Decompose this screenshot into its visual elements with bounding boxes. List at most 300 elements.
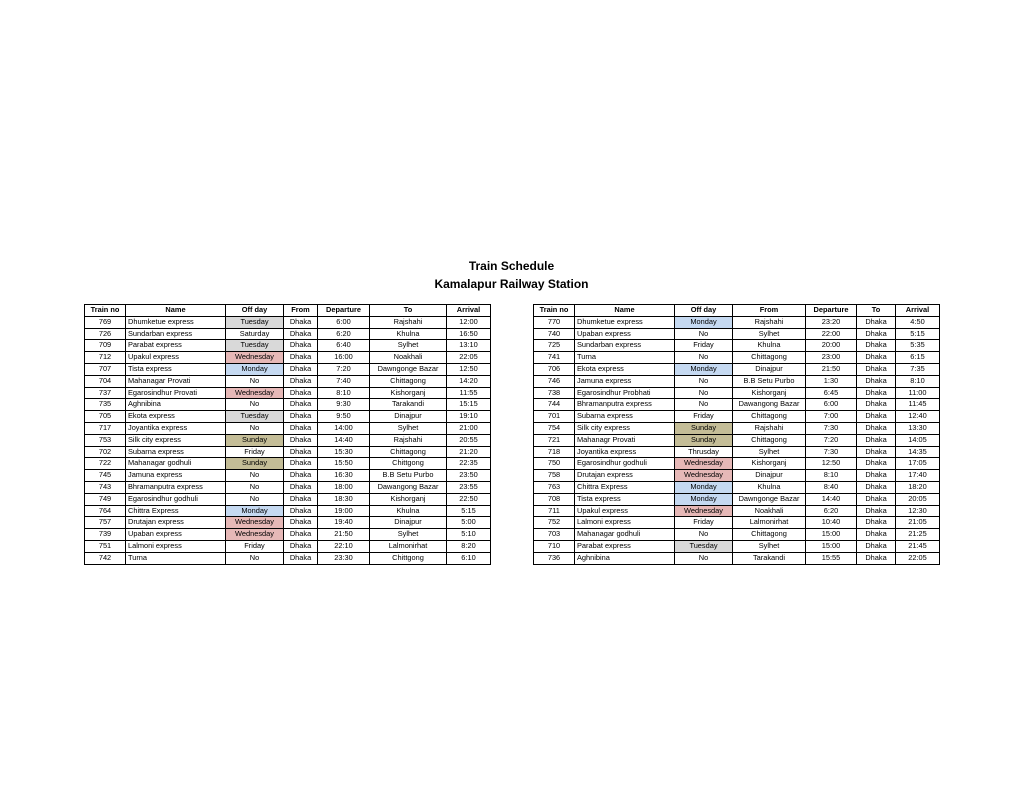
train-no-cell: 757: [85, 517, 126, 529]
page-subtitle: Kamalapur Railway Station: [434, 277, 589, 291]
off-day-cell: Friday: [675, 517, 733, 529]
name-cell: Joyantika express: [575, 446, 675, 458]
column-header-to: To: [857, 305, 896, 317]
arrival-cell: 22:05: [896, 552, 940, 564]
off-day-cell: Friday: [226, 540, 284, 552]
name-cell: Bhramanputra express: [126, 481, 226, 493]
from-cell: Khulna: [733, 481, 806, 493]
train-no-cell: 754: [534, 422, 575, 434]
name-cell: Silk city express: [126, 434, 226, 446]
from-cell: Dawngonge Bazar: [733, 493, 806, 505]
to-cell: Chittagong: [370, 446, 447, 458]
arrival-cell: 12:30: [896, 505, 940, 517]
from-cell: Lalmonirhat: [733, 517, 806, 529]
column-header-from: From: [733, 305, 806, 317]
to-cell: Kishorganj: [370, 493, 447, 505]
off-day-cell: Wednesday: [675, 458, 733, 470]
table-row: [85, 493, 491, 505]
table-row: [85, 458, 491, 470]
train-no-cell: 770: [534, 316, 575, 328]
column-header-arrival: Arrival: [447, 305, 491, 317]
to-cell: Dhaka: [857, 328, 896, 340]
off-day-cell: Friday: [226, 446, 284, 458]
to-cell: Dhaka: [857, 529, 896, 541]
departure-cell: 15:30: [318, 446, 370, 458]
off-day-cell: No: [226, 470, 284, 482]
off-day-cell: No: [226, 493, 284, 505]
departure-cell: 23:30: [318, 552, 370, 564]
arrival-cell: 13:10: [447, 340, 491, 352]
to-cell: Dhaka: [857, 375, 896, 387]
train-no-cell: 709: [85, 340, 126, 352]
arrival-cell: 5:10: [447, 529, 491, 541]
arrival-cell: 23:55: [447, 481, 491, 493]
off-day-cell: Sunday: [675, 434, 733, 446]
off-day-cell: No: [675, 552, 733, 564]
table-row: [534, 411, 940, 423]
off-day-cell: Wednesday: [226, 387, 284, 399]
name-cell: Dhumketue express: [575, 316, 675, 328]
from-cell: Dhaka: [284, 328, 318, 340]
from-cell: Dhaka: [284, 340, 318, 352]
to-cell: Dhaka: [857, 493, 896, 505]
arrival-cell: 21:00: [447, 422, 491, 434]
departure-cell: 10:40: [806, 517, 857, 529]
to-cell: Dhaka: [857, 505, 896, 517]
arrival-cell: 5:00: [447, 517, 491, 529]
from-cell: Dinajpur: [733, 470, 806, 482]
name-cell: Drutajan express: [126, 517, 226, 529]
to-cell: Dhaka: [857, 470, 896, 482]
table-row: [534, 352, 940, 364]
train-no-cell: 741: [534, 352, 575, 364]
to-cell: Dawangong Bazar: [370, 481, 447, 493]
off-day-cell: No: [226, 399, 284, 411]
to-cell: Lalmonirhat: [370, 540, 447, 552]
arrival-cell: 11:00: [896, 387, 940, 399]
departure-cell: 16:00: [318, 352, 370, 364]
to-cell: Dhaka: [857, 399, 896, 411]
off-day-cell: Tuesday: [226, 340, 284, 352]
table-row: [85, 552, 491, 564]
to-cell: Dhaka: [857, 422, 896, 434]
train-no-cell: 704: [85, 375, 126, 387]
from-cell: Khulna: [733, 340, 806, 352]
train-no-cell: 702: [85, 446, 126, 458]
train-no-cell: 740: [534, 328, 575, 340]
column-header-train-no: Train no: [85, 305, 126, 317]
train-no-cell: 745: [85, 470, 126, 482]
page-title: Train Schedule: [468, 259, 555, 273]
from-cell: Dhaka: [284, 352, 318, 364]
off-day-cell: Friday: [675, 340, 733, 352]
arrival-cell: 12:40: [896, 411, 940, 423]
train-no-cell: 718: [534, 446, 575, 458]
arrival-cell: 16:50: [447, 328, 491, 340]
table-row: [534, 340, 940, 352]
header-row: [534, 305, 940, 317]
train-no-cell: 701: [534, 411, 575, 423]
table-row: [85, 540, 491, 552]
to-cell: Dhaka: [857, 363, 896, 375]
to-cell: Sylhet: [370, 529, 447, 541]
train-no-cell: 750: [534, 458, 575, 470]
name-cell: Jamuna express: [126, 470, 226, 482]
departure-cell: 8:10: [806, 470, 857, 482]
arrival-cell: 13:30: [896, 422, 940, 434]
table-row: [85, 470, 491, 482]
departure-cell: 15:50: [318, 458, 370, 470]
from-cell: Rajshahi: [733, 316, 806, 328]
departure-cell: 6:20: [806, 505, 857, 517]
column-header-from: From: [284, 305, 318, 317]
departure-cell: 18:00: [318, 481, 370, 493]
train-no-cell: 769: [85, 316, 126, 328]
table-row: [534, 481, 940, 493]
train-no-cell: 708: [534, 493, 575, 505]
name-cell: Upaban express: [126, 529, 226, 541]
off-day-cell: Monday: [675, 363, 733, 375]
train-no-cell: 752: [534, 517, 575, 529]
arrival-cell: 17:40: [896, 470, 940, 482]
departure-cell: 15:55: [806, 552, 857, 564]
from-cell: Dhaka: [284, 375, 318, 387]
name-cell: Joyantika express: [126, 422, 226, 434]
train-no-cell: 712: [85, 352, 126, 364]
table-row: [85, 517, 491, 529]
arrival-cell: 17:05: [896, 458, 940, 470]
column-header-to: To: [370, 305, 447, 317]
off-day-cell: Sunday: [226, 458, 284, 470]
departure-cell: 7:30: [806, 422, 857, 434]
arrival-cell: 23:50: [447, 470, 491, 482]
from-cell: Dhaka: [284, 399, 318, 411]
departure-cell: 23:20: [806, 316, 857, 328]
off-day-cell: Sunday: [675, 422, 733, 434]
from-cell: Chittagong: [733, 529, 806, 541]
to-cell: Dhaka: [857, 552, 896, 564]
arrival-cell: 5:15: [447, 505, 491, 517]
to-cell: Tarakandi: [370, 399, 447, 411]
name-cell: Bhramanputra express: [575, 399, 675, 411]
arrival-cell: 21:05: [896, 517, 940, 529]
arrival-cell: 14:05: [896, 434, 940, 446]
from-cell: Dhaka: [284, 434, 318, 446]
off-day-cell: Monday: [675, 316, 733, 328]
name-cell: Dhumketue express: [126, 316, 226, 328]
arrival-cell: 22:05: [447, 352, 491, 364]
departure-cell: 23:00: [806, 352, 857, 364]
off-day-cell: Thrusday: [675, 446, 733, 458]
off-day-cell: Wednesday: [226, 517, 284, 529]
off-day-cell: Wednesday: [226, 352, 284, 364]
arrival-cell: 14:35: [896, 446, 940, 458]
to-cell: Dhaka: [857, 387, 896, 399]
from-cell: B.B Setu Purbo: [733, 375, 806, 387]
to-cell: Noakhali: [370, 352, 447, 364]
off-day-cell: No: [226, 422, 284, 434]
name-cell: Aghnibina: [575, 552, 675, 564]
train-no-cell: 738: [534, 387, 575, 399]
off-day-cell: Friday: [675, 411, 733, 423]
name-cell: Ekota express: [575, 363, 675, 375]
name-cell: Lalmoni express: [126, 540, 226, 552]
to-cell: Dawngonge Bazar: [370, 363, 447, 375]
train-no-cell: 751: [85, 540, 126, 552]
table-row: [85, 399, 491, 411]
from-cell: Dhaka: [284, 316, 318, 328]
off-day-cell: No: [226, 481, 284, 493]
from-cell: Sylhet: [733, 540, 806, 552]
train-no-cell: 711: [534, 505, 575, 517]
train-no-cell: 753: [85, 434, 126, 446]
off-day-cell: No: [675, 529, 733, 541]
name-cell: Upakul express: [126, 352, 226, 364]
departure-cell: 7:30: [806, 446, 857, 458]
column-header-departure: Departure: [318, 305, 370, 317]
arrival-cell: 18:20: [896, 481, 940, 493]
from-cell: Chittagong: [733, 352, 806, 364]
to-cell: Chittagong: [370, 375, 447, 387]
from-cell: Kishorganj: [733, 387, 806, 399]
name-cell: Silk city express: [575, 422, 675, 434]
name-cell: Tista express: [575, 493, 675, 505]
table-row: [85, 434, 491, 446]
table-row: [85, 328, 491, 340]
train-no-cell: 722: [85, 458, 126, 470]
arrival-cell: 22:35: [447, 458, 491, 470]
to-cell: Rajshahi: [370, 434, 447, 446]
from-cell: Dhaka: [284, 552, 318, 564]
train-no-cell: 742: [85, 552, 126, 564]
train-no-cell: 710: [534, 540, 575, 552]
from-cell: Sylhet: [733, 446, 806, 458]
name-cell: Jamuna express: [575, 375, 675, 387]
train-no-cell: 739: [85, 529, 126, 541]
table-row: [534, 363, 940, 375]
to-cell: Dhaka: [857, 434, 896, 446]
arrival-cell: 21:20: [447, 446, 491, 458]
to-cell: Rajshahi: [370, 316, 447, 328]
off-day-cell: Tuesday: [675, 540, 733, 552]
from-cell: Dhaka: [284, 529, 318, 541]
name-cell: Chittra Express: [575, 481, 675, 493]
table-row: [85, 387, 491, 399]
name-cell: Upakul express: [575, 505, 675, 517]
from-cell: Dawangong Bazar: [733, 399, 806, 411]
name-cell: Turna: [126, 552, 226, 564]
table-row: [534, 505, 940, 517]
to-cell: Dhaka: [857, 481, 896, 493]
arrival-cell: 4:50: [896, 316, 940, 328]
train-no-cell: 706: [534, 363, 575, 375]
name-cell: Ekota express: [126, 411, 226, 423]
column-header-off-day: Off day: [226, 305, 284, 317]
to-cell: Sylhet: [370, 422, 447, 434]
table-row: [534, 375, 940, 387]
departure-cell: 16:30: [318, 470, 370, 482]
train-no-cell: 725: [534, 340, 575, 352]
table-row: [85, 446, 491, 458]
departure-cell: 14:40: [806, 493, 857, 505]
off-day-cell: No: [675, 375, 733, 387]
departure-cell: 8:10: [318, 387, 370, 399]
name-cell: Parabat express: [575, 540, 675, 552]
to-cell: B.B Setu Purbo: [370, 470, 447, 482]
arrival-cell: 8:10: [896, 375, 940, 387]
table-row: [534, 434, 940, 446]
name-cell: Chittra Express: [126, 505, 226, 517]
name-cell: Parabat express: [126, 340, 226, 352]
arrival-cell: 11:45: [896, 399, 940, 411]
name-cell: Sundarban express: [126, 328, 226, 340]
from-cell: Dhaka: [284, 458, 318, 470]
to-cell: Dhaka: [857, 458, 896, 470]
from-cell: Dhaka: [284, 387, 318, 399]
name-cell: Turna: [575, 352, 675, 364]
to-cell: Chittgong: [370, 552, 447, 564]
to-cell: Dhaka: [857, 517, 896, 529]
departure-cell: 21:50: [806, 363, 857, 375]
name-cell: Lalmoni express: [575, 517, 675, 529]
train-no-cell: 703: [534, 529, 575, 541]
to-cell: Khulna: [370, 505, 447, 517]
train-no-cell: 749: [85, 493, 126, 505]
departure-cell: 22:00: [806, 328, 857, 340]
table-row: [534, 422, 940, 434]
to-cell: Dinajpur: [370, 411, 447, 423]
departure-cell: 15:00: [806, 529, 857, 541]
off-day-cell: No: [675, 352, 733, 364]
arrival-cell: 22:50: [447, 493, 491, 505]
name-cell: Egarosindhur Probhati: [575, 387, 675, 399]
arrival-cell: 15:15: [447, 399, 491, 411]
to-cell: Kishorganj: [370, 387, 447, 399]
table-row: [85, 481, 491, 493]
departure-cell: 6:00: [806, 399, 857, 411]
train-no-cell: 705: [85, 411, 126, 423]
departure-cell: 9:30: [318, 399, 370, 411]
name-cell: Egarosindhur Provati: [126, 387, 226, 399]
table-row: [534, 470, 940, 482]
departure-cell: 8:40: [806, 481, 857, 493]
train-no-cell: 726: [85, 328, 126, 340]
off-day-cell: Monday: [226, 505, 284, 517]
to-cell: Dhaka: [857, 316, 896, 328]
from-cell: Dhaka: [284, 422, 318, 434]
table-row: [534, 493, 940, 505]
table-row: [85, 529, 491, 541]
name-cell: Sundarban express: [575, 340, 675, 352]
train-no-cell: 763: [534, 481, 575, 493]
arrival-cell: 21:45: [896, 540, 940, 552]
train-no-cell: 717: [85, 422, 126, 434]
train-no-cell: 746: [534, 375, 575, 387]
departure-cell: 1:30: [806, 375, 857, 387]
table-row: [85, 340, 491, 352]
to-cell: Dhaka: [857, 411, 896, 423]
table-row: [85, 352, 491, 364]
to-cell: Khulna: [370, 328, 447, 340]
to-cell: Dhaka: [857, 352, 896, 364]
from-cell: Chittagong: [733, 434, 806, 446]
name-cell: Tista express: [126, 363, 226, 375]
off-day-cell: Wednesday: [226, 529, 284, 541]
column-header-train-no: Train no: [534, 305, 575, 317]
name-cell: Mahanagr Provati: [575, 434, 675, 446]
to-cell: Dhaka: [857, 340, 896, 352]
from-cell: Dhaka: [284, 363, 318, 375]
from-cell: Dhaka: [284, 411, 318, 423]
arrival-cell: 6:10: [447, 552, 491, 564]
off-day-cell: Wednesday: [675, 470, 733, 482]
off-day-cell: No: [226, 552, 284, 564]
departure-cell: 12:50: [806, 458, 857, 470]
departure-cell: 7:40: [318, 375, 370, 387]
table-row: [85, 411, 491, 423]
name-cell: Drutajan express: [575, 470, 675, 482]
departure-cell: 15:00: [806, 540, 857, 552]
train-no-cell: 744: [534, 399, 575, 411]
departure-cell: 19:00: [318, 505, 370, 517]
departure-cell: 6:45: [806, 387, 857, 399]
train-no-cell: 707: [85, 363, 126, 375]
name-cell: Upaban express: [575, 328, 675, 340]
to-cell: Sylhet: [370, 340, 447, 352]
departure-cell: 6:40: [318, 340, 370, 352]
departure-cell: 6:00: [318, 316, 370, 328]
column-header-arrival: Arrival: [896, 305, 940, 317]
column-header-off-day: Off day: [675, 305, 733, 317]
from-cell: Dhaka: [284, 517, 318, 529]
train-no-cell: 764: [85, 505, 126, 517]
train-no-cell: 736: [534, 552, 575, 564]
arrival-cell: 8:20: [447, 540, 491, 552]
departure-cell: 14:00: [318, 422, 370, 434]
off-day-cell: No: [675, 328, 733, 340]
table-row: [534, 328, 940, 340]
arrival-cell: 12:50: [447, 363, 491, 375]
arrival-cell: 5:15: [896, 328, 940, 340]
off-day-cell: Tuesday: [226, 316, 284, 328]
name-cell: Subarna express: [575, 411, 675, 423]
name-cell: Aghnibina: [126, 399, 226, 411]
name-cell: Egarosindhur godhuli: [575, 458, 675, 470]
departure-cell: 19:40: [318, 517, 370, 529]
name-cell: Mahanagar godhuli: [126, 458, 226, 470]
departure-cell: 22:10: [318, 540, 370, 552]
train-no-cell: 737: [85, 387, 126, 399]
name-cell: Subarna express: [126, 446, 226, 458]
from-cell: Chittagong: [733, 411, 806, 423]
table-row: [534, 458, 940, 470]
from-cell: Dhaka: [284, 505, 318, 517]
off-day-cell: Monday: [226, 363, 284, 375]
from-cell: Dhaka: [284, 470, 318, 482]
departure-cell: 7:20: [318, 363, 370, 375]
arrivals-table: [533, 304, 940, 565]
from-cell: Tarakandi: [733, 552, 806, 564]
to-cell: Dhaka: [857, 446, 896, 458]
train-no-cell: 735: [85, 399, 126, 411]
from-cell: Dhaka: [284, 446, 318, 458]
arrival-cell: 7:35: [896, 363, 940, 375]
train-no-cell: 758: [534, 470, 575, 482]
table-row: [534, 446, 940, 458]
table-row: [85, 363, 491, 375]
off-day-cell: Wednesday: [675, 505, 733, 517]
table-row: [534, 529, 940, 541]
